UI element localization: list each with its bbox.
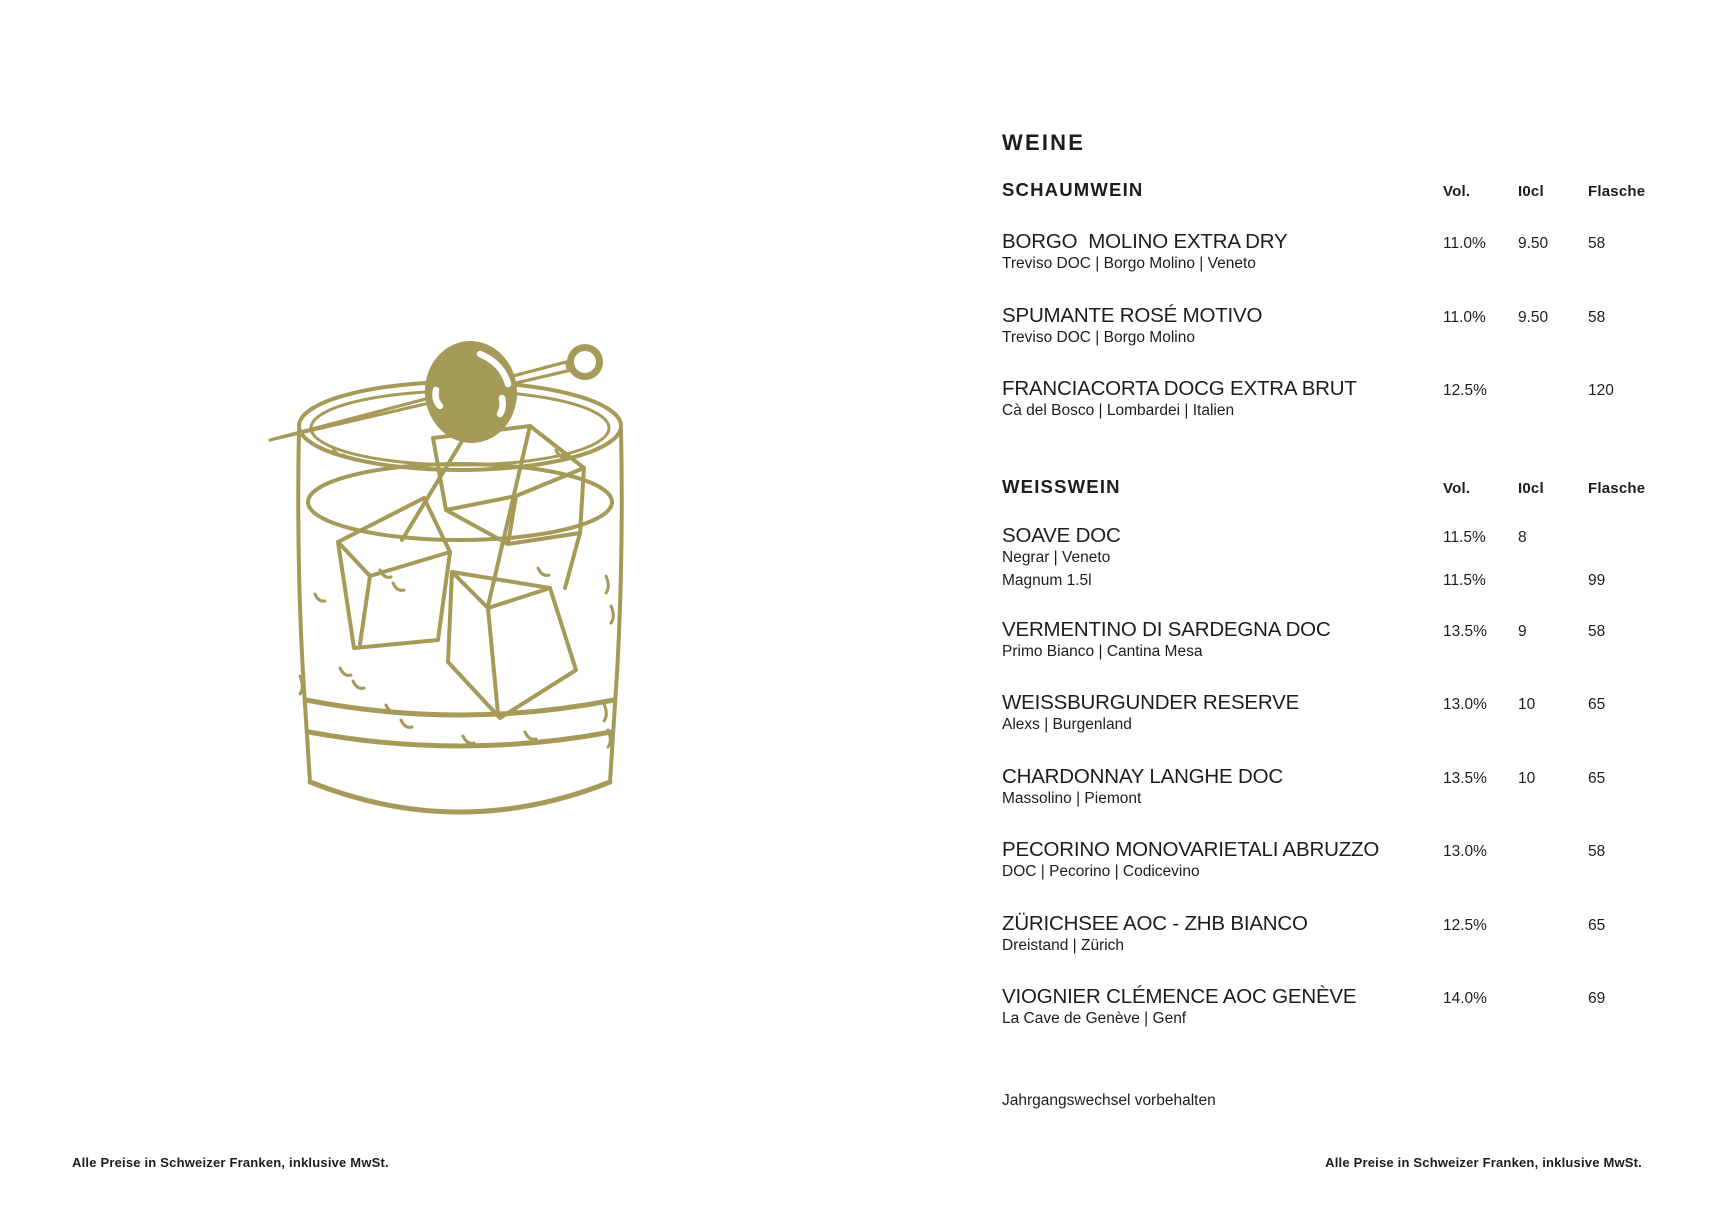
item-name: VERMENTINO DI SARDEGNA DOC bbox=[1002, 618, 1331, 641]
item-bottle-price: 58 bbox=[1588, 843, 1606, 860]
cocktail-glass-illustration bbox=[220, 280, 700, 840]
menu-item bbox=[1002, 377, 1654, 401]
vintage-note: Jahrgangswechsel vorbehalten bbox=[1002, 1092, 1216, 1109]
item-detail: Dreistand | Zürich bbox=[1002, 937, 1125, 954]
item-10cl-price: 9.50 bbox=[1518, 235, 1549, 252]
item-vol: 12.5% bbox=[1443, 917, 1487, 934]
item-10cl-price: 9.50 bbox=[1518, 309, 1549, 326]
column-header-10cl: I0cl bbox=[1518, 183, 1544, 200]
item-detail: Treviso DOC | Borgo Molino bbox=[1002, 329, 1195, 346]
footer-right: Alle Preise in Schweizer Franken, inklusive MwSt. bbox=[1325, 1155, 1642, 1170]
item-name: SOAVE DOC bbox=[1002, 524, 1121, 547]
menu-item-detail bbox=[1002, 790, 1654, 808]
item-bottle-price: 58 bbox=[1588, 623, 1606, 640]
item-detail: La Cave de Genève | Genf bbox=[1002, 1010, 1187, 1027]
menu-item bbox=[1002, 765, 1654, 789]
column-header-flasche: Flasche bbox=[1588, 183, 1646, 200]
column-header-vol: Vol. bbox=[1443, 480, 1471, 497]
item-name: PECORINO MONOVARIETALI ABRUZZO bbox=[1002, 838, 1380, 861]
item-name: ZÜRICHSEE AOC - ZHB BIANCO bbox=[1002, 912, 1308, 935]
menu-item-detail bbox=[1002, 716, 1654, 734]
menu-item-detail bbox=[1002, 549, 1654, 567]
menu-item-detail bbox=[1002, 643, 1654, 661]
item-vol: 11.0% bbox=[1443, 235, 1486, 252]
menu-item bbox=[1002, 230, 1654, 254]
item-detail: Massolino | Piemont bbox=[1002, 790, 1142, 807]
item-bottle-price: 58 bbox=[1588, 309, 1606, 326]
menu-item-detail bbox=[1002, 1010, 1654, 1028]
item-name: VIOGNIER CLÉMENCE AOC GENÈVE bbox=[1002, 985, 1357, 1008]
item-vol: 13.0% bbox=[1443, 843, 1487, 860]
item-name: FRANCIACORTA DOCG EXTRA BRUT bbox=[1002, 377, 1357, 400]
item-bottle-price: 65 bbox=[1588, 917, 1606, 934]
ice-cubes bbox=[338, 423, 584, 718]
item-detail: Primo Bianco | Cantina Mesa bbox=[1002, 643, 1203, 660]
menu-item bbox=[1002, 618, 1654, 642]
page-title: WEINE bbox=[1002, 130, 1086, 155]
menu-item-detail bbox=[1002, 255, 1654, 273]
menu-item-detail bbox=[1002, 329, 1654, 347]
item-bottle-price: 65 bbox=[1588, 696, 1606, 713]
item-bottle-price: 65 bbox=[1588, 770, 1606, 787]
section-header-schaumwein bbox=[1002, 179, 1654, 201]
item-name: SPUMANTE ROSÉ MOTIVO bbox=[1002, 304, 1263, 327]
section-title: WEISSWEIN bbox=[1002, 476, 1121, 497]
footer-left: Alle Preise in Schweizer Franken, inklusive MwSt. bbox=[72, 1155, 389, 1170]
item-name: WEISSBURGUNDER RESERVE bbox=[1002, 691, 1300, 714]
menu-note-row bbox=[1002, 1092, 1654, 1110]
menu-item bbox=[1002, 912, 1654, 936]
menu-item-detail bbox=[1002, 937, 1654, 955]
item-10cl-price: 9 bbox=[1518, 623, 1527, 640]
item-vol: 11.5% bbox=[1443, 529, 1486, 546]
item-10cl-price: 10 bbox=[1518, 696, 1536, 713]
menu-item bbox=[1002, 985, 1654, 1009]
menu-item bbox=[1002, 524, 1654, 548]
page-title-row bbox=[1002, 130, 1654, 156]
item-detail: DOC | Pecorino | Codicevino bbox=[1002, 863, 1200, 880]
item-detail: Treviso DOC | Borgo Molino | Veneto bbox=[1002, 255, 1256, 272]
item-vol: 11.0% bbox=[1443, 309, 1486, 326]
menu-item-detail bbox=[1002, 863, 1654, 881]
item-vol: 14.0% bbox=[1443, 990, 1487, 1007]
item-detail: Negrar | Veneto bbox=[1002, 549, 1111, 566]
variant-label: Magnum 1.5l bbox=[1002, 572, 1092, 589]
item-vol: 13.5% bbox=[1443, 623, 1487, 640]
item-bottle-price: 120 bbox=[1588, 382, 1614, 399]
item-vol: 13.0% bbox=[1443, 696, 1487, 713]
variant-vol: 11.5% bbox=[1443, 572, 1486, 589]
item-bottle-price: 69 bbox=[1588, 990, 1606, 1007]
menu-item bbox=[1002, 838, 1654, 862]
item-vol: 13.5% bbox=[1443, 770, 1487, 787]
column-header-flasche: Flasche bbox=[1588, 480, 1646, 497]
menu-item bbox=[1002, 691, 1654, 715]
item-10cl-price: 8 bbox=[1518, 529, 1527, 546]
menu-item bbox=[1002, 304, 1654, 328]
menu-item-detail bbox=[1002, 402, 1654, 420]
section-header-weisswein bbox=[1002, 476, 1654, 498]
item-detail: Cà del Bosco | Lombardei | Italien bbox=[1002, 402, 1235, 419]
menu-item-variant bbox=[1002, 572, 1654, 590]
item-detail: Alexs | Burgenland bbox=[1002, 716, 1132, 733]
variant-bottle-price: 99 bbox=[1588, 572, 1606, 589]
item-10cl-price: 10 bbox=[1518, 770, 1536, 787]
item-vol: 12.5% bbox=[1443, 382, 1487, 399]
section-title: SCHAUMWEIN bbox=[1002, 179, 1144, 200]
item-name: CHARDONNAY LANGHE DOC bbox=[1002, 765, 1283, 788]
column-header-10cl: I0cl bbox=[1518, 480, 1544, 497]
item-name: BORGO MOLINO EXTRA DRY bbox=[1002, 230, 1288, 253]
item-bottle-price: 58 bbox=[1588, 235, 1606, 252]
column-header-vol: Vol. bbox=[1443, 183, 1471, 200]
